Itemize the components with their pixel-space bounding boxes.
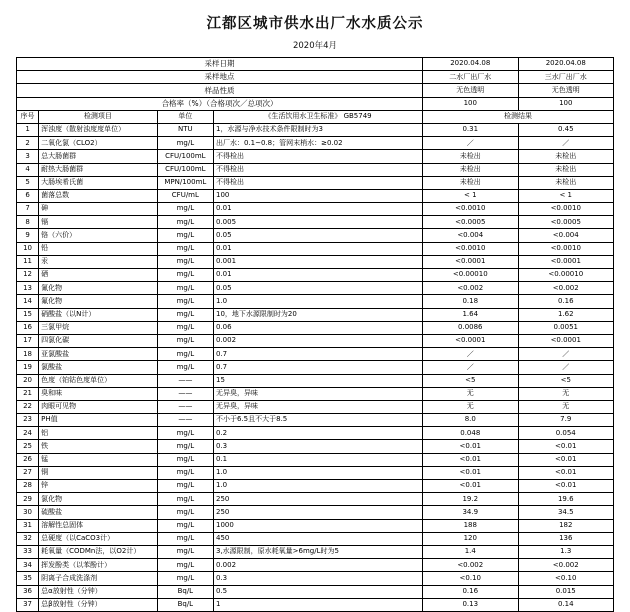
cell-unit: NTU xyxy=(157,123,213,136)
cell-result-plant2: 0.13 xyxy=(423,598,518,611)
cell-unit: mg/L xyxy=(157,493,213,506)
cell-no: 21 xyxy=(17,387,39,400)
cell-standard: 1.0 xyxy=(213,295,422,308)
table-row xyxy=(17,427,614,440)
cell-result-plant2: <0.0001 xyxy=(423,334,518,347)
table-row xyxy=(17,242,614,255)
cell-item: 砷 xyxy=(39,203,158,216)
cell-item: 浑浊度（散射浊度度单位） xyxy=(39,123,158,136)
cell-no: 6 xyxy=(17,189,39,202)
cell-unit: mg/L xyxy=(157,242,213,255)
cell-result-plant3: 无 xyxy=(518,400,614,413)
cell-standard: 0.7 xyxy=(213,348,422,361)
cell-no: 25 xyxy=(17,440,39,453)
cell-item: 氰化物 xyxy=(39,282,158,295)
table-row xyxy=(17,559,614,572)
cell-unit: Bq/L xyxy=(157,598,213,611)
cell-result-plant3: 未检出 xyxy=(518,163,614,176)
cell-result-plant3: <0.002 xyxy=(518,559,614,572)
cell-no: 19 xyxy=(17,361,39,374)
cell-result-plant2: 未检出 xyxy=(423,163,518,176)
cell-result-plant3: 7.9 xyxy=(518,414,614,427)
header-row-pass-rate xyxy=(17,97,614,110)
cell-no: 24 xyxy=(17,427,39,440)
column-header-result: 检测结果 xyxy=(423,110,614,123)
cell-item: 铅 xyxy=(39,242,158,255)
cell-unit: mg/L xyxy=(157,519,213,532)
cell-item: 挥发酚类（以苯酚计） xyxy=(39,559,158,572)
cell-result-plant2: <0.0010 xyxy=(423,242,518,255)
cell-result-plant3: <0.10 xyxy=(518,572,614,585)
cell-unit: mg/L xyxy=(157,203,213,216)
cell-standard: 1 xyxy=(213,598,422,611)
cell-item: 总大肠菌群 xyxy=(39,150,158,163)
cell-no: 3 xyxy=(17,150,39,163)
value-sample-location-plant3: 三水厂出厂水 xyxy=(518,71,614,84)
cell-result-plant2: <0.00010 xyxy=(423,269,518,282)
cell-no: 22 xyxy=(17,400,39,413)
cell-item: 硫酸盐 xyxy=(39,506,158,519)
cell-unit: mg/L xyxy=(157,427,213,440)
cell-result-plant2: 1.4 xyxy=(423,545,518,558)
cell-unit: CFU/100mL xyxy=(157,163,213,176)
cell-standard: 无异臭，异味 xyxy=(213,400,422,413)
cell-result-plant3: 1.62 xyxy=(518,308,614,321)
water-quality-notice-page xyxy=(0,12,630,609)
cell-unit: mg/L xyxy=(157,506,213,519)
cell-no: 16 xyxy=(17,321,39,334)
cell-standard: 0.05 xyxy=(213,282,422,295)
cell-item: 锰 xyxy=(39,453,158,466)
cell-result-plant2: 19.2 xyxy=(423,493,518,506)
cell-no: 8 xyxy=(17,216,39,229)
cell-standard: 0.3 xyxy=(213,440,422,453)
label-sample-property: 样品性质 xyxy=(17,84,423,97)
cell-unit: mg/L xyxy=(157,545,213,558)
cell-result-plant2: 无 xyxy=(423,400,518,413)
cell-result-plant2: 未检出 xyxy=(423,150,518,163)
column-header-no: 序号 xyxy=(17,110,39,123)
cell-no: 11 xyxy=(17,255,39,268)
cell-no: 36 xyxy=(17,585,39,598)
cell-standard: 0.1 xyxy=(213,453,422,466)
cell-item: 色度（铂钴色度单位） xyxy=(39,374,158,387)
cell-result-plant2: <0.01 xyxy=(423,466,518,479)
cell-unit: mg/L xyxy=(157,559,213,572)
header-row-sample-property xyxy=(17,84,614,97)
cell-result-plant2: ／ xyxy=(423,348,518,361)
cell-no: 4 xyxy=(17,163,39,176)
cell-result-plant3: 19.6 xyxy=(518,493,614,506)
cell-standard: 0.01 xyxy=(213,242,422,255)
cell-standard: 0.05 xyxy=(213,229,422,242)
page-title: 江都区城市供水出厂水水质公示 xyxy=(206,16,424,32)
cell-result-plant3: 1.3 xyxy=(518,545,614,558)
cell-result-plant3: <0.0001 xyxy=(518,334,614,347)
cell-no: 10 xyxy=(17,242,39,255)
value-sample-date-plant2: 2020.04.08 xyxy=(423,58,518,71)
table-row xyxy=(17,282,614,295)
cell-standard: 出厂水：0.1~0.8；管网末梢水：≥0.02 xyxy=(213,137,422,150)
cell-unit: mg/L xyxy=(157,229,213,242)
cell-unit: mg/L xyxy=(157,334,213,347)
cell-result-plant3: 0.16 xyxy=(518,295,614,308)
cell-item: 大肠埃希氏菌 xyxy=(39,176,158,189)
cell-item: 耐热大肠菌群 xyxy=(39,163,158,176)
cell-item: 阴离子合成洗涤剂 xyxy=(39,572,158,585)
cell-result-plant2: 8.0 xyxy=(423,414,518,427)
cell-item: 氯酸盐 xyxy=(39,361,158,374)
cell-standard: 0.5 xyxy=(213,585,422,598)
table-container xyxy=(0,57,630,612)
cell-no: 31 xyxy=(17,519,39,532)
cell-unit: —— xyxy=(157,414,213,427)
cell-item: 铁 xyxy=(39,440,158,453)
table-row xyxy=(17,598,614,611)
table-row xyxy=(17,216,614,229)
cell-standard: 0.06 xyxy=(213,321,422,334)
cell-result-plant3: 无 xyxy=(518,387,614,400)
cell-result-plant2: <0.004 xyxy=(423,229,518,242)
cell-standard: 1，水源与净水技术条件限制时为3 xyxy=(213,123,422,136)
cell-unit: —— xyxy=(157,400,213,413)
cell-result-plant3: <0.0010 xyxy=(518,242,614,255)
cell-no: 17 xyxy=(17,334,39,347)
cell-no: 26 xyxy=(17,453,39,466)
cell-unit: mg/L xyxy=(157,216,213,229)
cell-result-plant3: <0.0005 xyxy=(518,216,614,229)
cell-result-plant3: <0.01 xyxy=(518,440,614,453)
cell-item: 汞 xyxy=(39,255,158,268)
cell-unit: mg/L xyxy=(157,453,213,466)
cell-no: 7 xyxy=(17,203,39,216)
cell-result-plant2: 0.0086 xyxy=(423,321,518,334)
cell-unit: CFU/100mL xyxy=(157,150,213,163)
cell-result-plant3: <0.01 xyxy=(518,453,614,466)
cell-item: 二氧化氯（CLO2） xyxy=(39,137,158,150)
cell-unit: mg/L xyxy=(157,282,213,295)
cell-unit: mg/L xyxy=(157,440,213,453)
cell-standard: 0.7 xyxy=(213,361,422,374)
cell-standard: 0.01 xyxy=(213,203,422,216)
cell-unit: CFU/mL xyxy=(157,189,213,202)
cell-no: 14 xyxy=(17,295,39,308)
cell-result-plant3: ／ xyxy=(518,361,614,374)
cell-result-plant3: 0.45 xyxy=(518,123,614,136)
cell-unit: mg/L xyxy=(157,466,213,479)
cell-no: 9 xyxy=(17,229,39,242)
cell-result-plant3: <0.004 xyxy=(518,229,614,242)
cell-result-plant3: ／ xyxy=(518,348,614,361)
cell-result-plant3: <0.0010 xyxy=(518,203,614,216)
table-row xyxy=(17,150,614,163)
cell-no: 12 xyxy=(17,269,39,282)
cell-item: 氟化物 xyxy=(39,295,158,308)
table-row xyxy=(17,361,614,374)
cell-item: 总β放射性（分钟） xyxy=(39,598,158,611)
cell-unit: —— xyxy=(157,374,213,387)
cell-unit: mg/L xyxy=(157,532,213,545)
cell-result-plant2: <0.10 xyxy=(423,572,518,585)
cell-result-plant3: 0.015 xyxy=(518,585,614,598)
cell-no: 34 xyxy=(17,559,39,572)
table-row xyxy=(17,414,614,427)
cell-item: 菌落总数 xyxy=(39,189,158,202)
cell-standard: 不得检出 xyxy=(213,163,422,176)
cell-result-plant2: 34.9 xyxy=(423,506,518,519)
header-row-sample-date xyxy=(17,58,614,71)
table-row xyxy=(17,519,614,532)
table-row xyxy=(17,506,614,519)
table-row xyxy=(17,532,614,545)
cell-standard: 250 xyxy=(213,493,422,506)
cell-result-plant3: 未检出 xyxy=(518,150,614,163)
cell-no: 28 xyxy=(17,480,39,493)
cell-result-plant3: 0.054 xyxy=(518,427,614,440)
cell-unit: mg/L xyxy=(157,480,213,493)
table-row xyxy=(17,229,614,242)
cell-result-plant2: ／ xyxy=(423,361,518,374)
cell-item: 肉眼可见物 xyxy=(39,400,158,413)
cell-item: 铬（六价） xyxy=(39,229,158,242)
label-pass-rate: 合格率（%）（合格项次／总项次） xyxy=(17,97,423,110)
cell-result-plant3: 0.14 xyxy=(518,598,614,611)
cell-unit: mg/L xyxy=(157,269,213,282)
cell-standard: 0.3 xyxy=(213,572,422,585)
table-row xyxy=(17,480,614,493)
table-row xyxy=(17,493,614,506)
table-body xyxy=(17,58,614,612)
column-header-standard: 《生活饮用水卫生标准》 GB5749 xyxy=(213,110,422,123)
cell-standard: 250 xyxy=(213,506,422,519)
cell-result-plant2: 120 xyxy=(423,532,518,545)
cell-unit: MPN/100mL xyxy=(157,176,213,189)
cell-no: 18 xyxy=(17,348,39,361)
cell-result-plant3: <5 xyxy=(518,374,614,387)
table-row xyxy=(17,348,614,361)
cell-result-plant2: 未检出 xyxy=(423,176,518,189)
cell-item: 总硬度（以CaCO3计） xyxy=(39,532,158,545)
cell-standard: 不得检出 xyxy=(213,150,422,163)
cell-result-plant3: 未检出 xyxy=(518,176,614,189)
table-row xyxy=(17,400,614,413)
table-row xyxy=(17,321,614,334)
cell-result-plant2: <0.0005 xyxy=(423,216,518,229)
cell-result-plant3: <0.00010 xyxy=(518,269,614,282)
cell-result-plant2: 0.048 xyxy=(423,427,518,440)
cell-no: 33 xyxy=(17,545,39,558)
cell-result-plant2: 0.31 xyxy=(423,123,518,136)
label-sample-location: 采样地点 xyxy=(17,71,423,84)
cell-item: 镉 xyxy=(39,216,158,229)
cell-result-plant2: ／ xyxy=(423,137,518,150)
cell-result-plant2: <0.01 xyxy=(423,453,518,466)
cell-no: 27 xyxy=(17,466,39,479)
cell-standard: 不小于6.5且不大于8.5 xyxy=(213,414,422,427)
table-row xyxy=(17,203,614,216)
cell-item: 铜 xyxy=(39,466,158,479)
cell-unit: Bq/L xyxy=(157,585,213,598)
cell-result-plant2: 1.64 xyxy=(423,308,518,321)
cell-unit: mg/L xyxy=(157,255,213,268)
cell-unit: mg/L xyxy=(157,348,213,361)
cell-result-plant2: 188 xyxy=(423,519,518,532)
table-row xyxy=(17,545,614,558)
table-row xyxy=(17,453,614,466)
value-sample-property-plant2: 无色透明 xyxy=(423,84,518,97)
cell-result-plant2: <0.0010 xyxy=(423,203,518,216)
table-row xyxy=(17,269,614,282)
cell-result-plant2: 0.16 xyxy=(423,585,518,598)
water-quality-table xyxy=(16,57,614,612)
cell-unit: mg/L xyxy=(157,137,213,150)
value-sample-location-plant2: 二水厂出厂水 xyxy=(423,71,518,84)
cell-standard: 1.0 xyxy=(213,480,422,493)
cell-result-plant2: < 1 xyxy=(423,189,518,202)
cell-standard: 3,水源限制，原水耗氧量>6mg/L时为5 xyxy=(213,545,422,558)
table-row xyxy=(17,440,614,453)
cell-item: 臭和味 xyxy=(39,387,158,400)
cell-standard: 0.01 xyxy=(213,269,422,282)
value-pass-rate-plant3: 100 xyxy=(518,97,614,110)
cell-result-plant2: 0.18 xyxy=(423,295,518,308)
column-header-item: 检测项目 xyxy=(39,110,158,123)
table-row xyxy=(17,387,614,400)
cell-result-plant3: 182 xyxy=(518,519,614,532)
cell-result-plant2: <0.002 xyxy=(423,282,518,295)
cell-result-plant2: <0.002 xyxy=(423,559,518,572)
value-sample-date-plant3: 2020.04.08 xyxy=(518,58,614,71)
cell-result-plant2: <0.0001 xyxy=(423,255,518,268)
cell-item: 硒 xyxy=(39,269,158,282)
cell-result-plant3: <0.01 xyxy=(518,466,614,479)
cell-unit: mg/L xyxy=(157,361,213,374)
column-header-row xyxy=(17,110,614,123)
cell-item: 总α放射性（分钟） xyxy=(39,585,158,598)
table-row xyxy=(17,189,614,202)
table-row xyxy=(17,123,614,136)
cell-standard: 10，地下水源限制时为20 xyxy=(213,308,422,321)
cell-item: 三氯甲烷 xyxy=(39,321,158,334)
cell-standard: 0.2 xyxy=(213,427,422,440)
cell-result-plant2: <0.01 xyxy=(423,480,518,493)
cell-unit: mg/L xyxy=(157,308,213,321)
cell-unit: —— xyxy=(157,387,213,400)
cell-result-plant3: 0.0051 xyxy=(518,321,614,334)
cell-standard: 0.005 xyxy=(213,216,422,229)
cell-standard: 0.002 xyxy=(213,334,422,347)
cell-result-plant3: <0.0001 xyxy=(518,255,614,268)
table-row xyxy=(17,176,614,189)
value-sample-property-plant3: 无色透明 xyxy=(518,84,614,97)
cell-result-plant3: <0.01 xyxy=(518,480,614,493)
cell-standard: 1.0 xyxy=(213,466,422,479)
table-row xyxy=(17,374,614,387)
cell-item: 四氯化碳 xyxy=(39,334,158,347)
cell-no: 15 xyxy=(17,308,39,321)
cell-unit: mg/L xyxy=(157,295,213,308)
cell-standard: 0.001 xyxy=(213,255,422,268)
cell-item: 耗氧量（CODMn法，以O2计） xyxy=(39,545,158,558)
cell-no: 29 xyxy=(17,493,39,506)
cell-unit: mg/L xyxy=(157,321,213,334)
table-row xyxy=(17,163,614,176)
value-pass-rate-plant2: 100 xyxy=(423,97,518,110)
cell-no: 30 xyxy=(17,506,39,519)
cell-no: 32 xyxy=(17,532,39,545)
cell-result-plant3: 136 xyxy=(518,532,614,545)
cell-standard: 不得检出 xyxy=(213,176,422,189)
cell-no: 2 xyxy=(17,137,39,150)
cell-result-plant3: ／ xyxy=(518,137,614,150)
cell-standard: 15 xyxy=(213,374,422,387)
table-row xyxy=(17,585,614,598)
cell-result-plant3: 34.5 xyxy=(518,506,614,519)
page-subtitle: 2020年4月 xyxy=(292,41,338,51)
label-sample-date: 采样日期 xyxy=(17,58,423,71)
cell-no: 35 xyxy=(17,572,39,585)
cell-item: 溶解性总固体 xyxy=(39,519,158,532)
table-row xyxy=(17,255,614,268)
cell-item: 铝 xyxy=(39,427,158,440)
cell-no: 20 xyxy=(17,374,39,387)
cell-item: 锌 xyxy=(39,480,158,493)
cell-unit: mg/L xyxy=(157,572,213,585)
cell-item: PH值 xyxy=(39,414,158,427)
table-row xyxy=(17,295,614,308)
cell-item: 氯化物 xyxy=(39,493,158,506)
cell-standard: 100 xyxy=(213,189,422,202)
cell-standard: 0.002 xyxy=(213,559,422,572)
cell-standard: 无异臭，异味 xyxy=(213,387,422,400)
header-row-sample-location xyxy=(17,71,614,84)
cell-no: 13 xyxy=(17,282,39,295)
cell-result-plant2: 无 xyxy=(423,387,518,400)
cell-standard: 450 xyxy=(213,532,422,545)
cell-no: 1 xyxy=(17,123,39,136)
cell-item: 亚氯酸盐 xyxy=(39,348,158,361)
cell-no: 37 xyxy=(17,598,39,611)
column-header-unit: 单位 xyxy=(157,110,213,123)
cell-standard: 1000 xyxy=(213,519,422,532)
cell-result-plant3: <0.002 xyxy=(518,282,614,295)
cell-result-plant2: <5 xyxy=(423,374,518,387)
table-row xyxy=(17,466,614,479)
cell-no: 23 xyxy=(17,414,39,427)
cell-result-plant2: <0.01 xyxy=(423,440,518,453)
table-row xyxy=(17,308,614,321)
table-row xyxy=(17,334,614,347)
table-row xyxy=(17,572,614,585)
cell-no: 5 xyxy=(17,176,39,189)
cell-item: 硝酸盐（以N计） xyxy=(39,308,158,321)
table-row xyxy=(17,137,614,150)
cell-result-plant3: < 1 xyxy=(518,189,614,202)
